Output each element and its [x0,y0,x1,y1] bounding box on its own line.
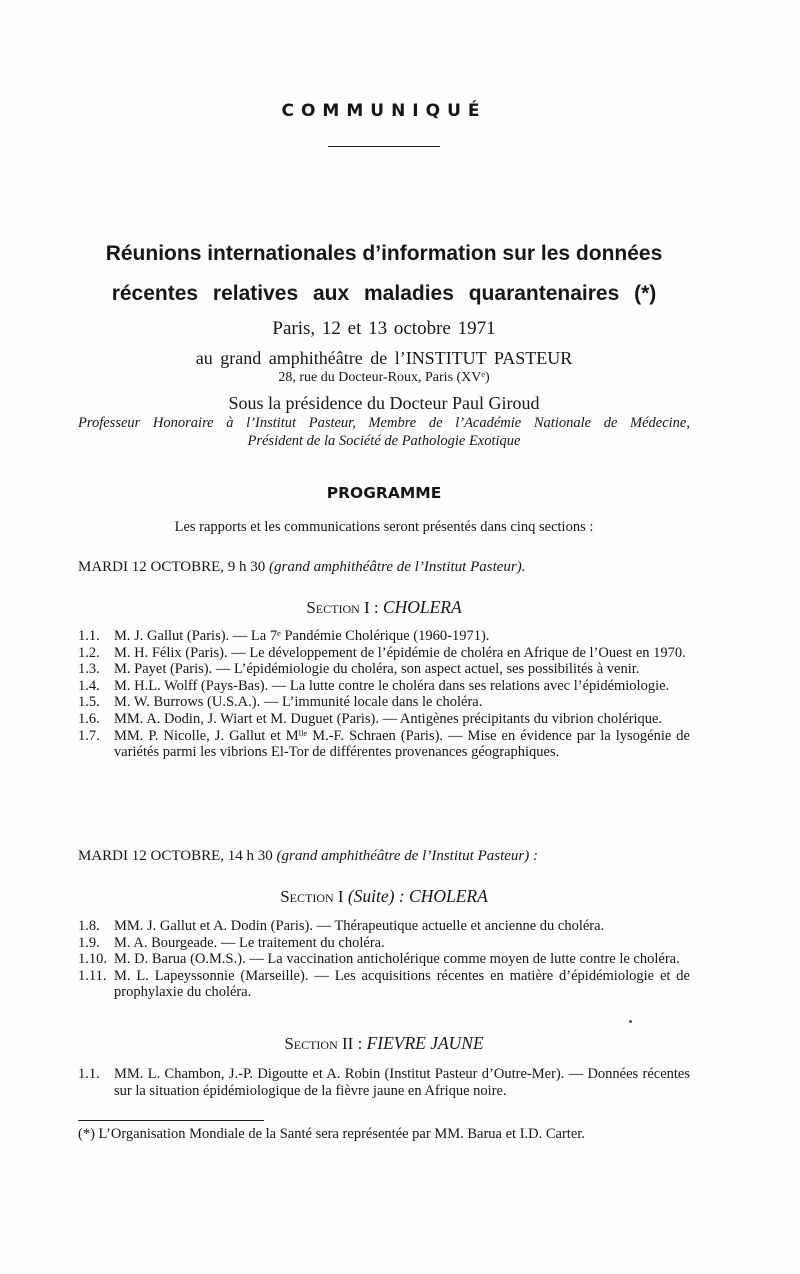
item-text: M. L. Lapeyssonnie (Marseille). — Les acquisitions récentes en matière d’épidémiologie et de prophylaxie du choléra. [114,967,690,1001]
item-number: 1.3. [78,661,100,678]
list-item [78,694,690,711]
list-item [78,951,690,968]
section-label: Section I [280,887,344,906]
heading-divider [328,146,440,147]
footnote-divider [78,1120,264,1121]
event-date: Paris, 12 et 13 octobre 1971 [272,318,496,339]
item-number: 1.2. [78,644,100,661]
list-item [78,628,690,645]
item-number: 1.4. [78,677,100,694]
item-text: M. D. Barua (O.M.S.). — La vaccination anticholérique comme moyen de lutte contre le choléra. [114,951,680,968]
title-line-2: récentes relatives aux maladies quarantenaires (*) [111,282,657,305]
item-number: 1.1. [78,1066,100,1082]
section-label: Section II : [284,1034,363,1053]
list-item [78,728,690,761]
event-address: 28, rue du Docteur-Roux, Paris (XVᵉ) [278,370,490,385]
section-3-items [78,1066,690,1099]
list-item [78,661,690,678]
programme-heading: PROGRAMME [326,484,442,502]
ink-speck [629,1020,632,1023]
item-text: M. Payet (Paris). — L’épidémiologie du choléra, son aspect actuel, ses possibilités à venir. [114,661,640,678]
session-place: (grand amphithéâtre de l’Institut Pasteur) : [276,848,538,864]
item-text: M. H.L. Wolff (Pays-Bas). — La lutte contre le choléra dans ses relations avec l’épidémiologie. [114,677,670,694]
president-titles-line-1: Professeur Honoraire à l’Institut Pasteur, Membre de l’Académie Nationale de Médecine, [78,415,690,431]
document-page [78,0,690,1274]
list-item [78,711,690,728]
list-item [78,1066,690,1099]
section-name: FIEVRE JAUNE [366,1033,484,1053]
event-presidence: Sous la présidence du Docteur Paul Giroud [228,393,540,413]
list-item [78,645,690,662]
title-line-1: Réunions internationales d’information sur les données [105,242,663,265]
section-1-items [78,628,690,761]
document-title [78,234,690,314]
item-text: MM. L. Chambon, J.-P. Digoutte et A. Robin (Institut Pasteur d’Outre-Mer). — Données récentes sur la situation épidémiologique de la fièvre jaune en Afrique noire. [114,1066,690,1099]
item-number: 1.5. [78,694,100,711]
president-titles-line-2: Président de la Société de Pathologie Exotique [247,433,521,449]
item-number: 1.7. [78,727,100,744]
section-name: CHOLERA [382,597,462,617]
section-1-heading [78,597,690,618]
item-number: 1.11. [78,967,107,984]
item-text: M. H. Félix (Paris). — Le développement de l’épidémie de choléra en Afrique de l’Ouest en 1970. [114,644,686,661]
event-venue: au grand amphithéâtre de l’INSTITUT PASTEUR [195,348,573,368]
session-1-day [78,559,690,576]
item-text: M. A. Bourgeade. — Le traitement du choléra. [114,934,385,951]
section-3-heading [78,1033,690,1054]
item-number: 1.8. [78,918,100,934]
item-text: MM. P. Nicolle, J. Gallut et Mˡˡᵉ M.-F. Schraen (Paris). — Mise en évidence par la lysogénie de variétés parmi les vibrions El-Tor de différentes provenances géographiques. [114,727,690,761]
session-place: (grand amphithéâtre de l’Institut Pasteur). [269,559,526,575]
section-2-items [78,918,690,1001]
communique-heading: COMMUNIQUÉ [281,101,487,121]
list-item [78,935,690,952]
item-text: M. W. Burrows (U.S.A.). — L’immunité locale dans le choléra. [114,694,483,711]
section-name: (Suite) : CHOLERA [347,886,488,906]
session-2-day [78,848,690,865]
list-item [78,918,690,935]
item-text: MM. J. Gallut et A. Dodin (Paris). — Thérapeutique actuelle et ancienne du choléra. [114,918,605,934]
footnote: (*) L’Organisation Mondiale de la Santé sera représentée par MM. Barua et I.D. Carter. [78,1126,585,1142]
session-day-text: MARDI 12 OCTOBRE, 9 h 30 [78,559,266,575]
item-number: 1.6. [78,710,100,727]
item-text: MM. A. Dodin, J. Wiart et M. Duguet (Paris). — Antigènes précipitants du vibrion cholérique. [114,710,663,727]
section-2-heading [78,886,690,907]
item-number: 1.1. [78,628,100,644]
section-label: Section I : [306,598,379,617]
programme-intro: Les rapports et les communications seront présentés dans cinq sections : [174,519,594,535]
item-number: 1.9. [78,934,100,951]
item-number: 1.10. [78,951,107,968]
item-text: M. J. Gallut (Paris). — La 7ᵉ Pandémie Cholérique (1960-1971). [114,628,490,644]
session-day-text: MARDI 12 OCTOBRE, 14 h 30 [78,848,273,864]
list-item [78,678,690,695]
list-item [78,968,690,1001]
